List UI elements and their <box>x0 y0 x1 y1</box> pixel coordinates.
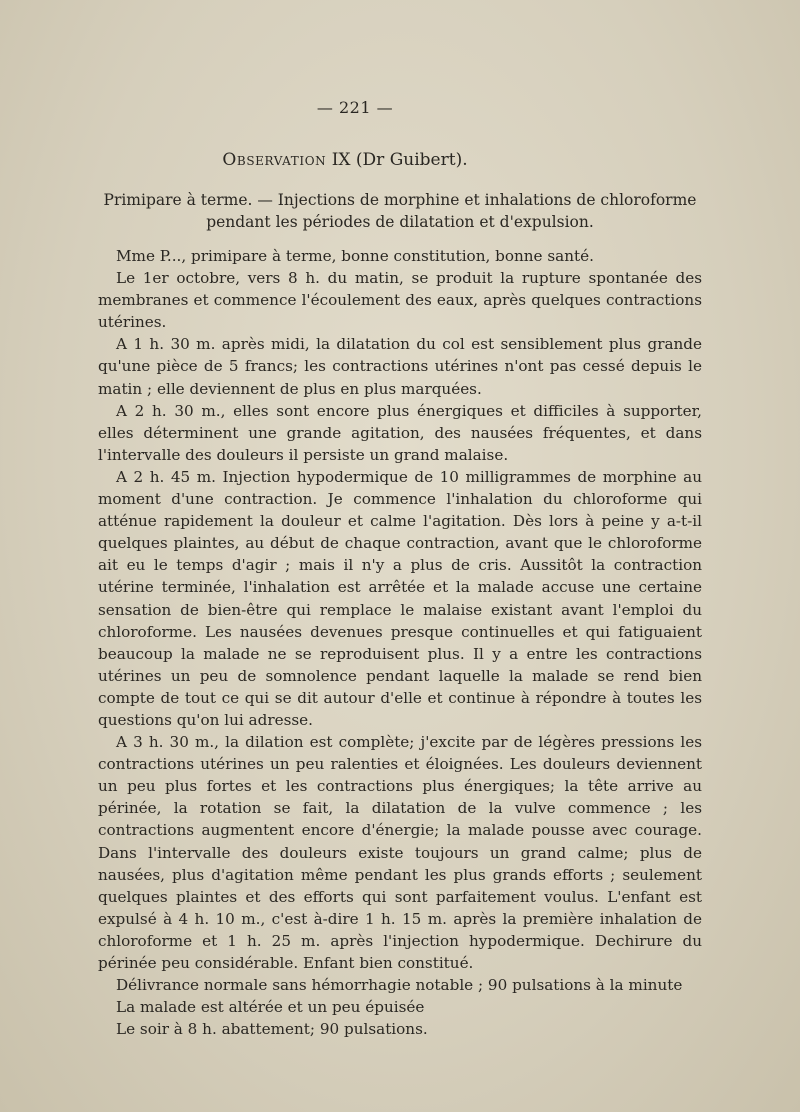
paragraph: A 3 h. 30 m., la dilation est complète; j'excite par de légères pressions les contractions utérines un peu ralenties et éloignées. Les douleurs deviennent un peu plus fortes et les contractions plus énergiques; la tête arrive au périnée, la rotation se fait, la dilatation de la vulve commence ; les contractions augmentent encore d'énergie; la malade pousse avec courage. Dans l'intervalle des douleurs existe toujours un grand calme; plus de nausées, plus d'agitation même pendant les plus grands efforts ; seulement quelques plaintes et des efforts qui sont parfaitement voulus. L'enfant est expulsé à 4 h. 10 m., c'est à-dire 1 h. 15 m. après la première inhalation de chloroforme et 1 h. 25 m. après l'injection hypodermique. Dechirure du périnée peu considérable. Enfant bien constitué. <box>98 733 702 972</box>
paragraph: La malade est altérée et un peu épuisée <box>116 998 425 1017</box>
observation-body <box>98 245 702 1040</box>
paragraph: A 2 h. 45 m. Injection hypodermique de 10 milligrammes de morphine au moment d'une contraction. Je commence l'inhalation du chloroforme qui atténue rapidement la douleur et calme l'agitation. Dès lors à peine y a-t-il quelques plaintes, au début de chaque contraction, avant que le chloroforme ait eu le temps d'agir ; mais il n'y a plus de cris. Aussitôt la contraction utérine terminée, l'inhalation est arrêtée et la malade accuse une certaine sensation de bien-être qui remplace le malaise existant avant l'emploi du chloroforme. Les nausées devenues presque continuelles et qui fatiguaient beaucoup la malade ne se reproduisent plus. Il y a entre les contractions utérines un peu de somnolence pendant laquelle la malade se rend bien compte de tout ce qui se dit autour d'elle et continue à répondre à toutes les questions qu'on lui adresse. <box>98 467 702 729</box>
paragraph: Délivrance normale sans hémorrhagie notable ; 90 pulsations à la minute <box>116 976 683 995</box>
observation-title <box>0 150 690 170</box>
page-number: — 221 — <box>316 98 394 117</box>
paragraph: A 2 h. 30 m., elles sont encore plus énergiques et difficiles à supporter, elles déterminent une grande agitation, des nausées fréquentes, et dans l'intervalle des douleurs il persiste un grand malaise. <box>98 401 702 464</box>
paragraph: Le 1er octobre, vers 8 h. du matin, se produit la rupture spontanée des membranes et commence l'écoulement des eaux, après quelques contractions utérines. <box>98 269 702 332</box>
paragraph: A 1 h. 30 m. après midi, la dilatation du col est sensiblement plus grande qu'une pièce de 5 francs; les contractions utérines n'ont pas cessé depuis le matin ; elle deviennent de plus en plus marquées. <box>98 335 702 398</box>
paragraph: Mme P..., primipare à terme, bonne constitution, bonne santé. <box>116 247 594 265</box>
observation-label: Observation <box>222 150 327 170</box>
observation-summary: Primipare à terme. — Injections de morphine et inhalations de chloroforme pendant les périodes de dilatation et d'expulsion. <box>103 191 697 231</box>
paragraph: Le soir à 8 h. abattement; 90 pulsations. <box>116 1020 428 1039</box>
observation-number: IX (Dr Guibert). <box>331 150 468 170</box>
